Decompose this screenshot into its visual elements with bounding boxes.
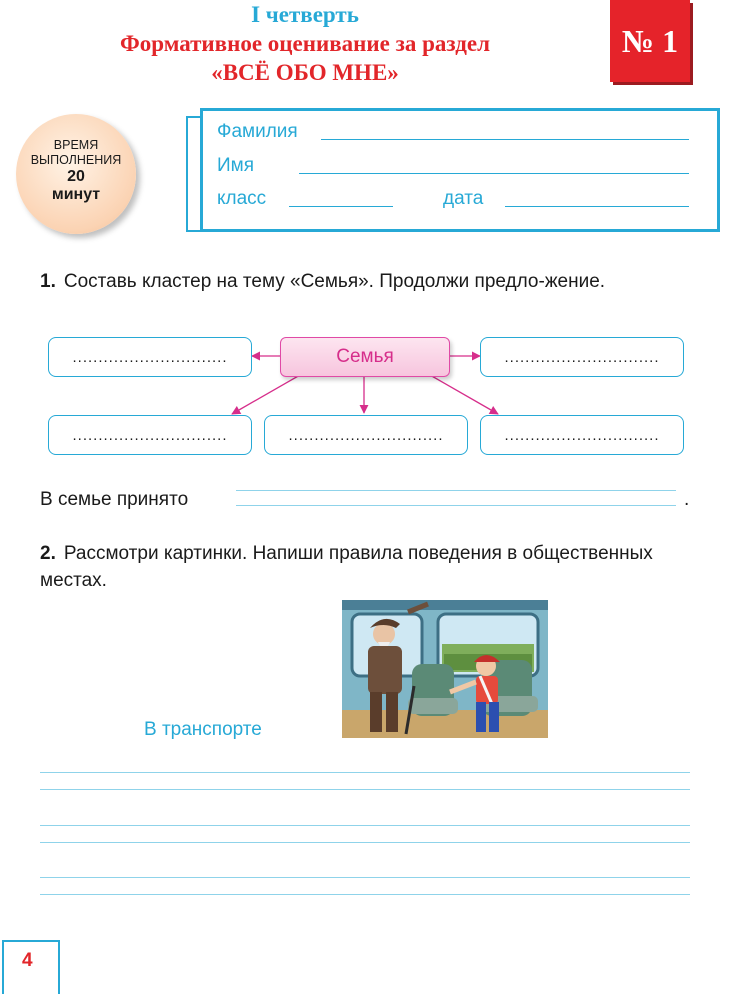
writing-line[interactable] bbox=[40, 772, 690, 773]
assessment-number: № 1 bbox=[621, 22, 679, 59]
sentence-answer-line[interactable] bbox=[236, 505, 676, 506]
page-number: 4 bbox=[22, 950, 33, 971]
task1-text: Составь кластер на тему «Семья». Продолжи предло-жение. bbox=[63, 271, 606, 292]
writing-line[interactable] bbox=[40, 842, 690, 843]
sentence-start: В семье принято bbox=[40, 489, 189, 510]
sentence-end: . bbox=[684, 489, 690, 510]
cluster-box-bottom-right[interactable] bbox=[480, 415, 684, 455]
task2-text: Рассмотри картинки. Напиши правила поведения в общественных местах. bbox=[40, 543, 653, 591]
cluster-box-bottom-center[interactable] bbox=[264, 415, 468, 455]
arrow-bottom-left bbox=[232, 375, 300, 414]
date-label: дата bbox=[443, 188, 484, 209]
sentence-line-upper bbox=[236, 490, 676, 491]
cluster-center-family bbox=[280, 337, 450, 377]
task1-number: 1. bbox=[40, 271, 56, 292]
task2-number: 2. bbox=[40, 543, 56, 564]
cluster-box-blank: .............................. bbox=[504, 348, 660, 366]
time-badge-value: 20 bbox=[67, 168, 85, 185]
arrow-bottom-right bbox=[430, 375, 498, 414]
writing-line[interactable] bbox=[40, 825, 690, 826]
time-badge-line1: ВРЕМЯ bbox=[53, 138, 99, 152]
transport-illustration bbox=[342, 600, 548, 738]
section-title-line2: «ВСЁ ОБО МНЕ» bbox=[211, 60, 399, 85]
section-title-line1: Формативное оценивание за раздел bbox=[120, 31, 490, 56]
writing-line[interactable] bbox=[40, 877, 690, 878]
transport-label: В транспорте bbox=[144, 719, 262, 740]
cluster-box-blank: .............................. bbox=[72, 426, 228, 444]
cluster-box-top-left[interactable] bbox=[48, 337, 252, 377]
time-badge-unit: минут bbox=[51, 186, 101, 203]
cluster-box-bottom-left[interactable] bbox=[48, 415, 252, 455]
time-badge-line2: ВЫПОЛНЕНИЯ bbox=[30, 153, 122, 167]
cluster-box-blank: .............................. bbox=[288, 426, 444, 444]
page-number-box bbox=[2, 940, 60, 994]
cluster-box-top-right[interactable] bbox=[480, 337, 684, 377]
task2-instruction bbox=[40, 540, 700, 594]
cluster-box-blank: .............................. bbox=[504, 426, 660, 444]
writing-line[interactable] bbox=[40, 789, 690, 790]
name-label: Имя bbox=[217, 155, 255, 176]
cluster-box-blank: .............................. bbox=[72, 348, 228, 366]
surname-label: Фамилия bbox=[217, 121, 298, 142]
writing-line[interactable] bbox=[40, 894, 690, 895]
cluster-center-label: Семья bbox=[336, 346, 394, 367]
quarter-title: I четверть bbox=[251, 2, 359, 27]
class-label: класс bbox=[217, 188, 267, 209]
